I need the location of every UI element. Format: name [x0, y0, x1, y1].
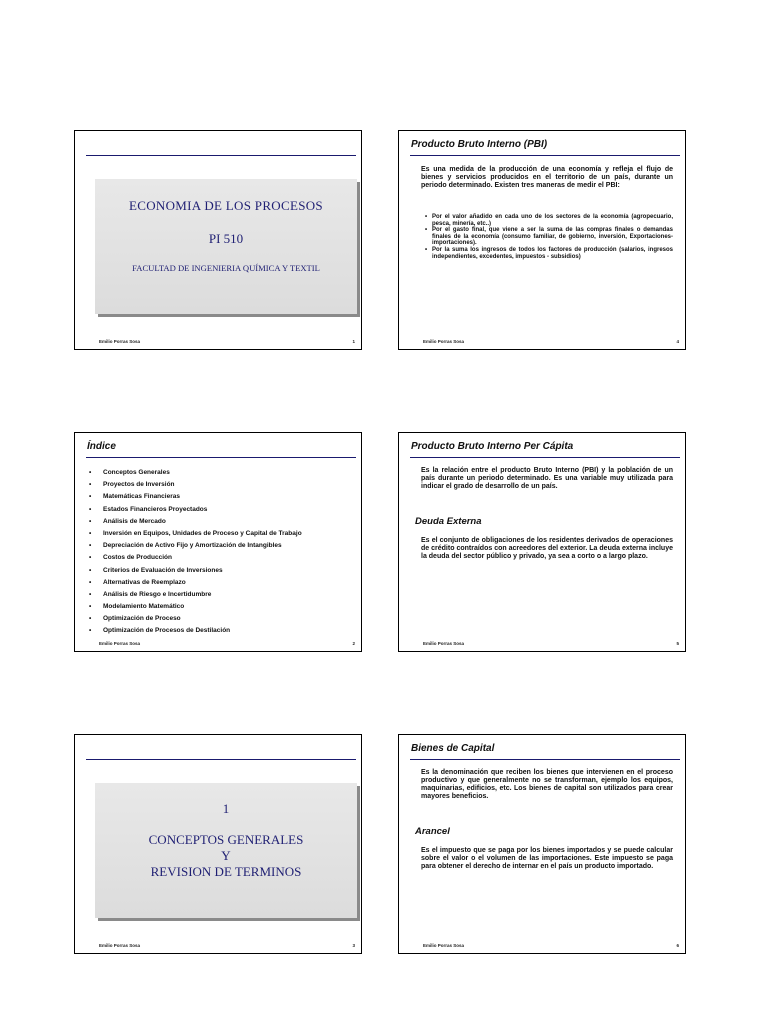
list-item: • Conceptos Generales	[89, 467, 302, 479]
cover-title: ECONOMIA DE LOS PROCESOS	[129, 198, 323, 213]
footer-author: Emilio Porras Sosa	[423, 943, 465, 948]
footer-author: Emilio Porras Sosa	[99, 641, 141, 646]
section-subtitle: Arancel	[415, 826, 450, 837]
footer-author: Emilio Porras Sosa	[423, 641, 465, 646]
bienes-capital-text: Es la denominación que reciben los bienes que intervienen en el proceso productivo y que generalmente no se transforman, ejemplo los equipos, maquinarias, edificios, etc. Los bienes de capital son utilizados para crear mayores beneficios.	[421, 769, 673, 800]
pbi-bullets	[425, 214, 673, 260]
pbi-intro: Es una medida de la producción de una economía y refleja el flujo de bienes y servicios producidos en el territorio de un país, durante un periodo determinado. Existen tres maneras de medir el PBI:	[421, 166, 673, 189]
slide-title: Índice	[87, 441, 116, 452]
faculty-name: FACULTAD DE INGENIERIA QUÍMICA Y TEXTIL	[132, 263, 320, 273]
list-item: • Proyectos de Inversión	[89, 479, 302, 491]
list-item: • Modelamiento Matemático	[89, 601, 302, 613]
list-item: • Estados Financieros Proyectados	[89, 504, 302, 516]
list-item: • Por el gasto final, que viene a ser la suma de las compras finales o demandas finales de la economía (consumo familiar, de gobierno, inversión, Exportaciones-importaciones).	[425, 227, 673, 247]
slide-title: Producto Bruto Interno Per Cápita	[411, 441, 574, 452]
header-rule	[86, 759, 356, 760]
arancel-text: Es el impuesto que se paga por los bienes importados y se puede calcular sobre el valor o el volumen de las importaciones. Este impuesto se paga para obtener el derecho de internar en el país un producto importado.	[421, 847, 673, 870]
slide-1	[74, 130, 362, 350]
section-line-3: REVISION DE TERMINOS	[150, 864, 302, 879]
footer-author: Emilio Porras Sosa	[99, 339, 141, 344]
course-code: PI 510	[208, 231, 244, 246]
list-item: • Por el valor añadido en cada uno de los sectores de la economía (agropecuario, pesca, minería, etc..)	[425, 214, 673, 227]
page-number: 3	[352, 943, 355, 948]
page-number: 5	[676, 641, 679, 646]
section-line-2: Y	[221, 848, 231, 863]
header-rule	[410, 457, 680, 458]
list-item: • Costos de Producción	[89, 552, 302, 564]
list-item: • Optimización de Procesos de Destilación	[89, 625, 302, 637]
slide-title: Bienes de Capital	[411, 743, 495, 754]
section-number: 1	[222, 801, 230, 816]
list-item: • Optimización de Proceso	[89, 613, 302, 625]
slide-4	[398, 130, 686, 350]
slide-title: Producto Bruto Interno (PBI)	[411, 139, 548, 150]
header-rule	[86, 457, 356, 458]
cover-box	[95, 783, 357, 918]
list-item: • Por la suma los ingresos de todos los factores de producción (salarios, ingresos independientes, excedentes, impuestos - subsidios)	[425, 247, 673, 260]
list-item: • Análisis de Mercado	[89, 516, 302, 528]
footer-author: Emilio Porras Sosa	[99, 943, 141, 948]
section-line-1: CONCEPTOS GENERALES	[148, 832, 304, 847]
page-number: 2	[352, 641, 355, 646]
slide-3	[74, 734, 362, 954]
page-number: 1	[352, 339, 355, 344]
per-capita-text: Es la relación entre el producto Bruto Interno (PBI) y la población de un país durante un periodo determinado. Es una variable muy utilizada para indicar el grado de desarrollo de un país.	[421, 467, 673, 490]
header-rule	[410, 155, 680, 156]
header-rule	[410, 759, 680, 760]
index-list	[89, 467, 302, 638]
section-subtitle: Deuda Externa	[415, 516, 482, 527]
list-item: • Alternativas de Reemplazo	[89, 577, 302, 589]
slide-5	[398, 432, 686, 652]
slide-2	[74, 432, 362, 652]
page-number: 4	[676, 339, 679, 344]
list-item: • Análisis de Riesgo e Incertidumbre	[89, 589, 302, 601]
footer-author: Emilio Porras Sosa	[423, 339, 465, 344]
slide-6	[398, 734, 686, 954]
page-number: 6	[676, 943, 679, 948]
list-item: • Depreciación de Activo Fijo y Amortización de Intangibles	[89, 540, 302, 552]
header-rule	[86, 155, 356, 156]
list-item: • Inversión en Equipos, Unidades de Proceso y Capital de Trabajo	[89, 528, 302, 540]
cover-box	[95, 179, 357, 314]
deuda-externa-text: Es el conjunto de obligaciones de los residentes derivados de operaciones de crédito contraídos con acreedores del exterior. La deuda externa incluye la deuda del sector público y privado, ya sea a corto o a largo plazo.	[421, 537, 673, 560]
list-item: • Criterios de Evaluación de Inversiones	[89, 565, 302, 577]
list-item: • Matemáticas Financieras	[89, 491, 302, 503]
